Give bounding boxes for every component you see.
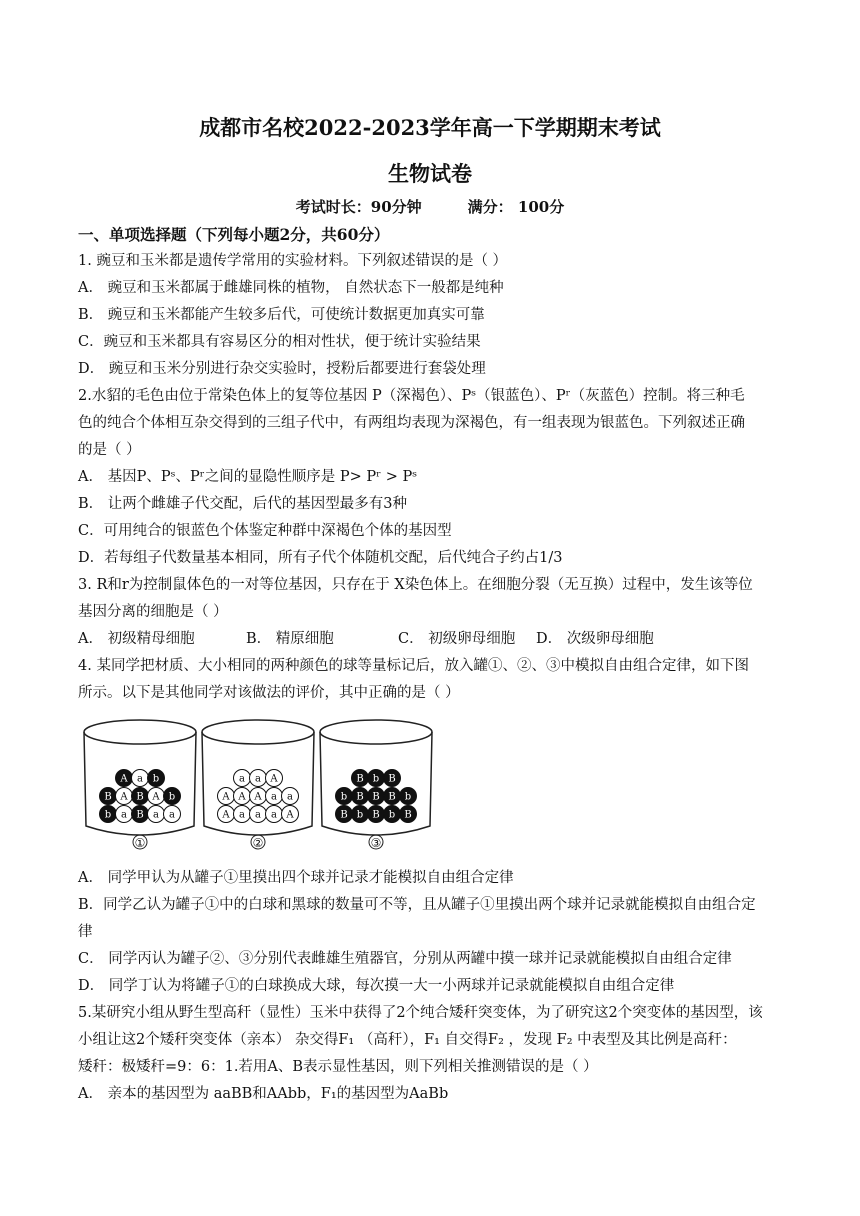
ball-letter: B — [388, 791, 396, 803]
exam-title: 成都市名校2022-2023学年高一下学期期末考试 — [199, 115, 661, 140]
q5-option-a: A． 亲本的基因型为 aaBB和AAbb，F₁的基因型为AaBb — [78, 1086, 449, 1102]
exam-duration: 考试时长：90分钟 — [295, 198, 422, 216]
ball-letter: a — [121, 809, 127, 821]
ball-letter: a — [239, 809, 245, 821]
ball-letter: a — [255, 809, 261, 821]
ball-letter: a — [287, 791, 293, 803]
q3-option-c: C． 初级卵母细胞 — [398, 631, 516, 647]
ball-letter: B — [372, 809, 380, 821]
q1-option-a: A． 豌豆和玉米都属于雌雄同株的植物， 自然状态下一般都是纯种 — [78, 280, 504, 296]
jar-2 — [202, 720, 314, 850]
ball-letter: A — [254, 791, 262, 803]
ball-letter: A — [120, 773, 128, 785]
ball-letter: A — [238, 791, 246, 803]
ball-letter: a — [239, 773, 245, 785]
q1-option-d: D． 豌豆和玉米分别进行杂交实验时，授粉后都要进行套袋处理 — [78, 361, 486, 377]
ball-letter: a — [255, 773, 261, 785]
ball-letter: b — [168, 791, 176, 803]
ball-letter: a — [271, 809, 277, 821]
ball-letter: b — [356, 809, 364, 821]
q4-option-d: D． 同学丁认为将罐子①的白球换成大球，每次摸一大一小两球并记录就能模拟自由组合定律 — [78, 978, 675, 994]
q5-stem-2: 小组让这2个矮秆突变体（亲本） 杂交得F₁ （高秆），F₁ 自交得F₂ ，发现 F₂ 中表型及其比例是高秆： — [78, 1032, 737, 1048]
q2-stem-3: 的是（ ） — [78, 442, 141, 458]
section-heading: 一、单项选择题（下列每小题2分，共60分） — [78, 225, 390, 244]
jar-label: ① — [134, 836, 146, 850]
ball-letter: B — [356, 791, 364, 803]
jars-figure — [78, 716, 438, 856]
ball-letter: B — [340, 809, 348, 821]
exam-meta — [0, 196, 860, 217]
ball-letter: b — [404, 791, 412, 803]
q2-option-c: C．可用纯合的银蓝色个体鉴定种群中深褐色个体的基因型 — [78, 523, 452, 539]
q3-option-d: D． 次级卵母细胞 — [536, 631, 654, 647]
jar-3 — [320, 720, 432, 850]
ball-letter: B — [404, 809, 412, 821]
q4-option-b-2: 律 — [78, 924, 93, 940]
ball-letter: a — [271, 791, 277, 803]
jar-label: ② — [252, 836, 264, 850]
ball-letter: b — [104, 809, 112, 821]
ball-letter: b — [388, 809, 396, 821]
ball-letter: B — [356, 773, 364, 785]
q3-option-b: B． 精原细胞 — [246, 631, 334, 647]
ball-letter: a — [137, 773, 143, 785]
ball-letter: b — [372, 773, 380, 785]
q2-option-b: B． 让两个雌雄子代交配，后代的基因型最多有3种 — [78, 496, 407, 512]
ball-letter: b — [152, 773, 160, 785]
ball-letter: b — [340, 791, 348, 803]
ball-letter: B — [136, 809, 144, 821]
ball-letter: A — [222, 791, 230, 803]
ball-letter: a — [169, 809, 175, 821]
jar-rim — [84, 720, 196, 744]
q3-stem-2: 基因分离的细胞是（ ） — [78, 604, 228, 620]
q1-stem: 1. 豌豆和玉米都是遗传学常用的实验材料。下列叙述错误的是（ ） — [78, 253, 508, 269]
exam-full-score: 满分： 100分 — [467, 198, 565, 216]
ball-letter: A — [120, 791, 128, 803]
ball-letter: A — [152, 791, 160, 803]
q4-option-a: A． 同学甲认为从罐子①里摸出四个球并记录才能模拟自由组合定律 — [78, 870, 514, 886]
q3-option-a: A． 初级精母细胞 — [78, 631, 195, 647]
q1-option-c: C．豌豆和玉米都具有容易区分的相对性状，便于统计实验结果 — [78, 334, 481, 350]
ball-letter: a — [153, 809, 159, 821]
ball-letter: A — [222, 809, 230, 821]
q4-option-b-1: B．同学乙认为罐子①中的白球和黑球的数量可不等，且从罐子①里摸出两个球并记录就能模拟自由组合定 — [78, 897, 756, 913]
q4-option-c: C． 同学丙认为罐子②、③分别代表雌雄生殖器官，分别从两罐中摸一球并记录就能模拟自由组合定律 — [78, 951, 732, 967]
ball-letter: B — [136, 791, 144, 803]
q4-stem-1: 4. 某同学把材质、大小相同的两种颜色的球等量标记后，放入罐①、②、③中模拟自由组合定律，如下图 — [78, 658, 749, 674]
q3-options — [78, 629, 788, 649]
jar-rim — [202, 720, 314, 744]
q2-option-a: A． 基因P、Pˢ、Pʳ之间的显隐性顺序是 P> Pʳ > Pˢ — [78, 469, 418, 485]
ball-letter: A — [270, 773, 278, 785]
q2-option-d: D．若每组子代数量基本相同，所有子代个体随机交配，后代纯合子约占1/3 — [78, 550, 563, 566]
exam-subtitle: 生物试卷 — [388, 161, 472, 186]
ball-letter: A — [286, 809, 294, 821]
jar-label: ③ — [370, 836, 382, 850]
q5-stem-1: 5.某研究小组从野生型高秆（显性）玉米中获得了2个纯合矮秆突变体，为了研究这2个突变体的基因型，该 — [78, 1005, 763, 1021]
q2-stem-1: 2.水貂的毛色由位于常染色体上的复等位基因 P（深褐色）、Pˢ（银蓝色）、Pʳ（灰蓝色）控制。将三种毛 — [78, 388, 745, 404]
jar-1 — [84, 720, 196, 850]
q5-stem-3: 矮秆：极矮秆=9：6：1.若用A、B表示显性基因，则下列相关推测错误的是（ ） — [78, 1059, 598, 1075]
jar-rim — [320, 720, 432, 744]
ball-letter: B — [388, 773, 396, 785]
q2-stem-2: 色的纯合个体相互杂交得到的三组子代中，有两组均表现为深褐色，有一组表现为银蓝色。下列叙述正确 — [78, 415, 745, 431]
ball-letter: B — [104, 791, 112, 803]
q4-stem-2: 所示。以下是其他同学对该做法的评价，其中正确的是（ ） — [78, 685, 460, 701]
q3-stem-1: 3. R和r为控制鼠体色的一对等位基因，只存在于 X染色体上。在细胞分裂（无互换）过程中，发生该等位 — [78, 577, 753, 593]
q1-option-b: B． 豌豆和玉米都能产生较多后代，可使统计数据更加真实可靠 — [78, 307, 485, 323]
ball-letter: B — [372, 791, 380, 803]
